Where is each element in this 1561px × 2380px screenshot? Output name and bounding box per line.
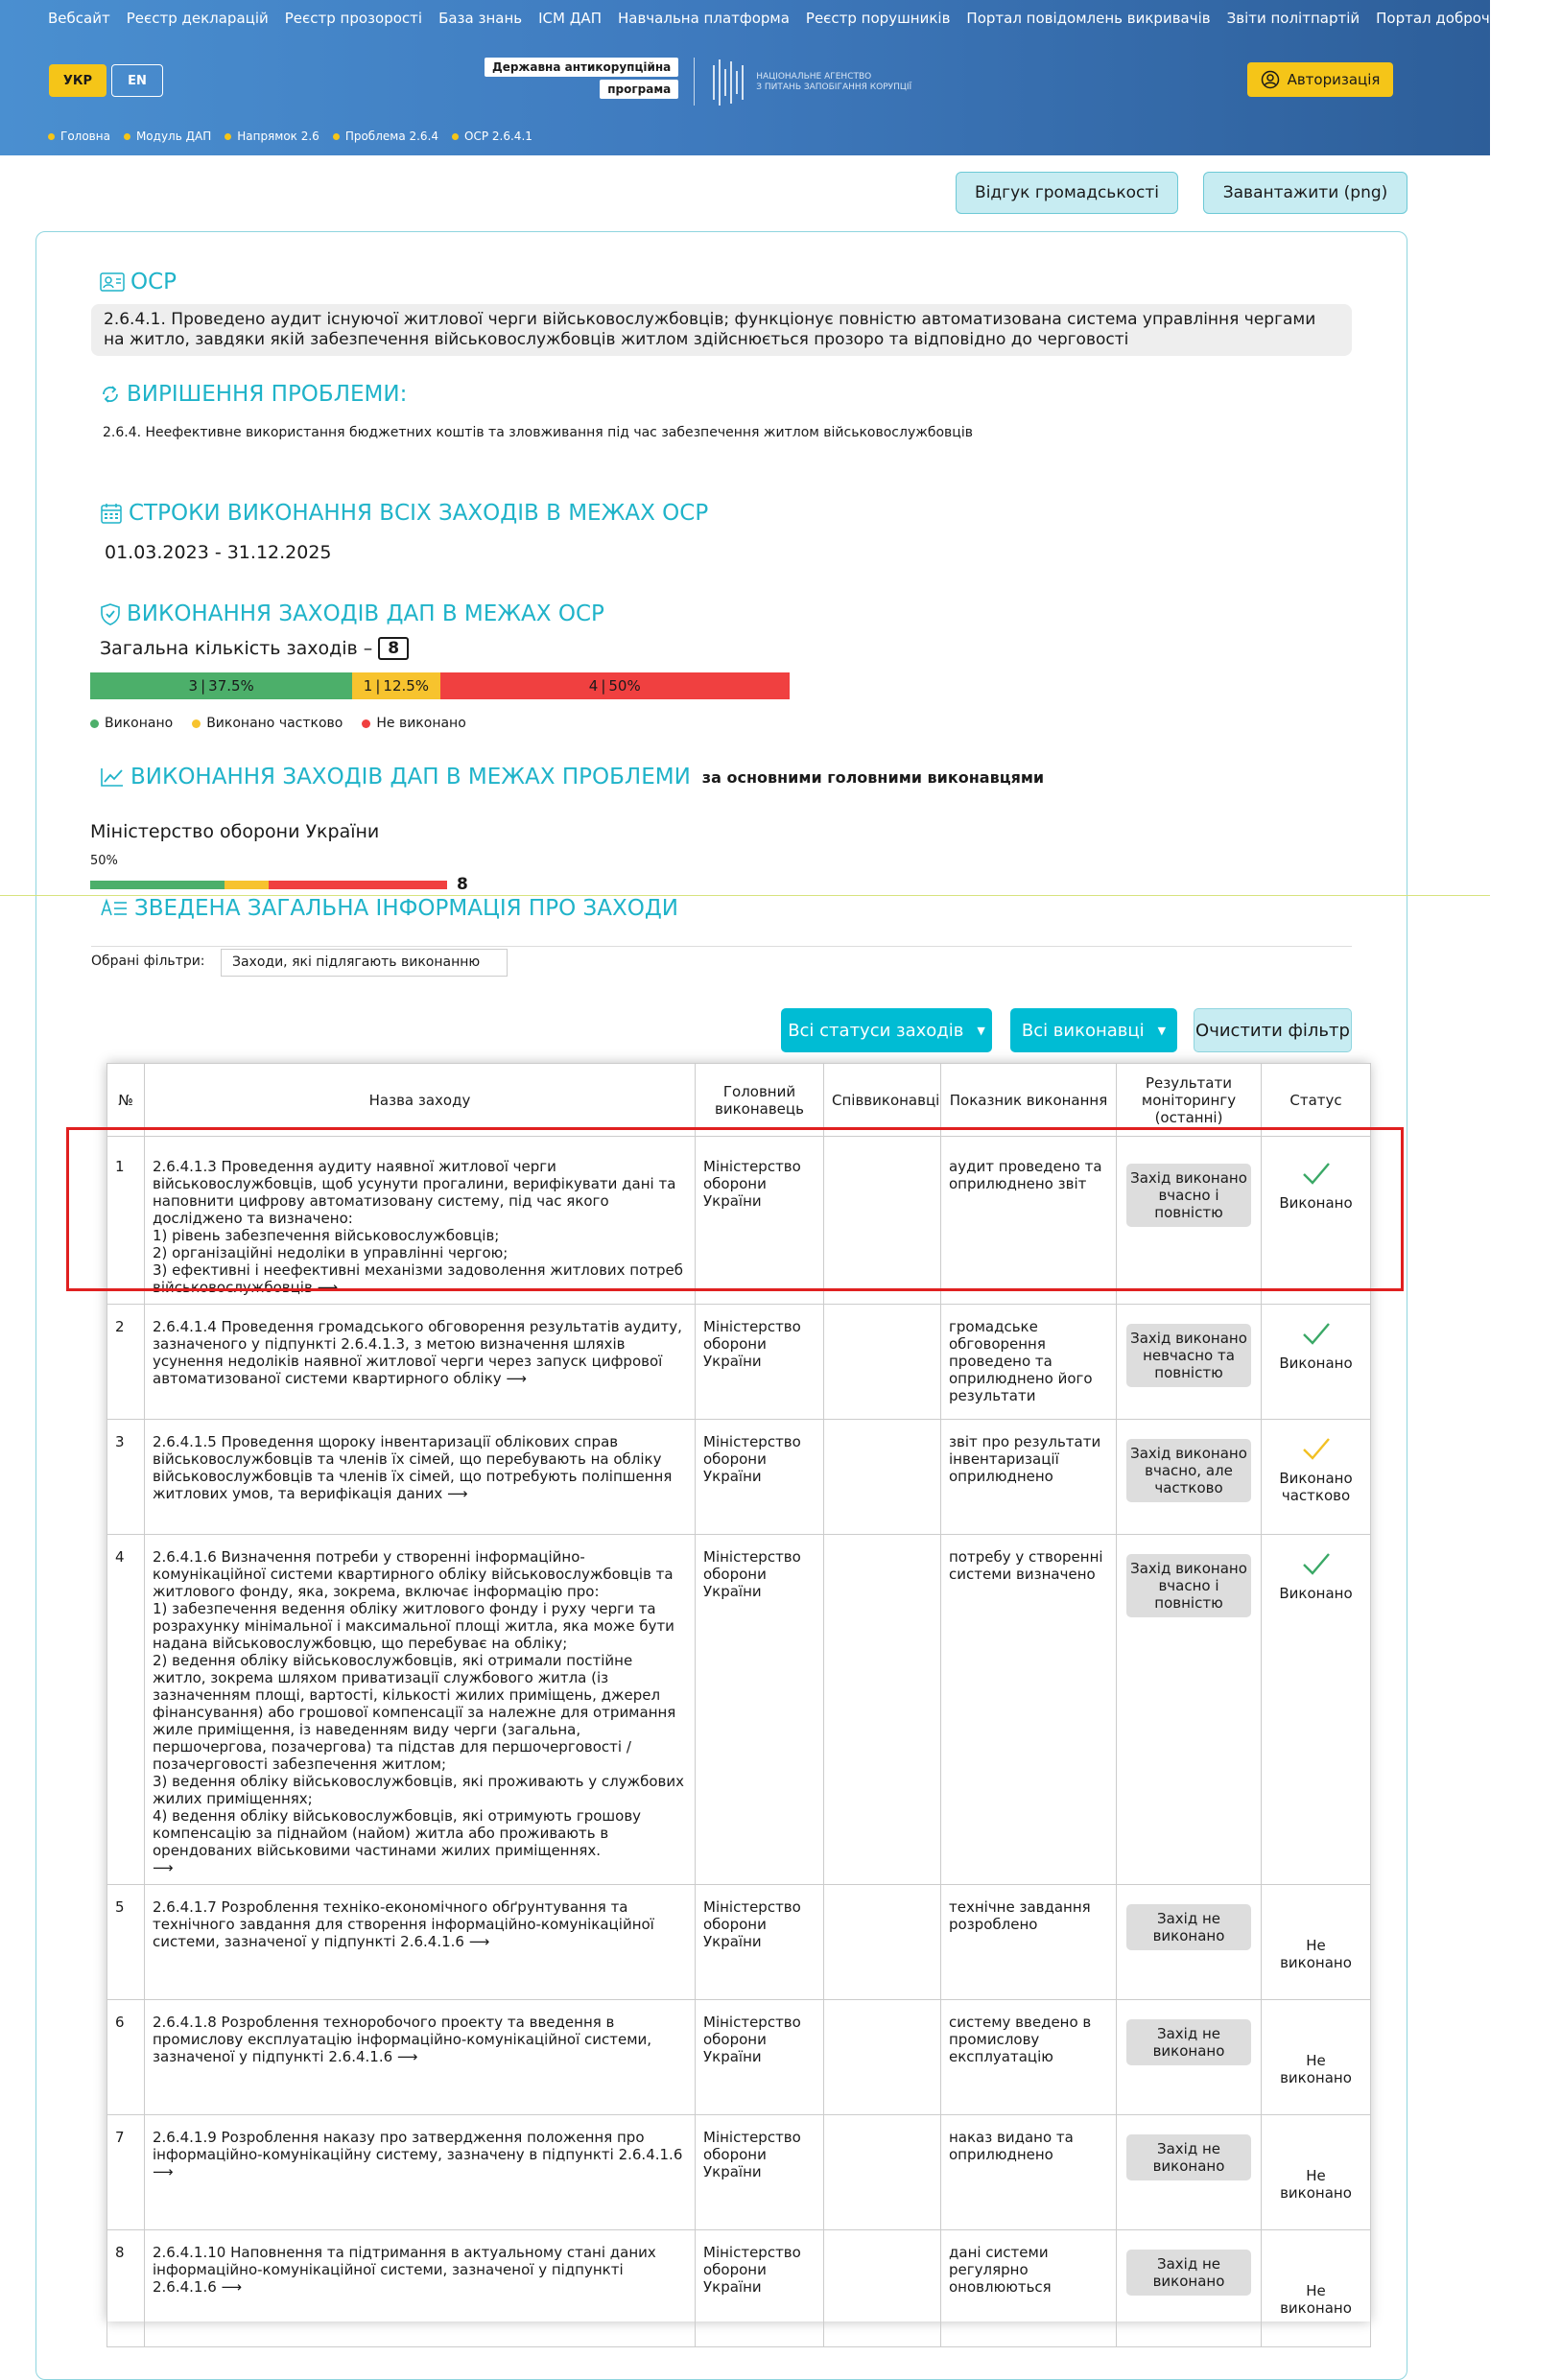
status-label: Виконано частково <box>1279 1470 1353 1504</box>
executor-filter-dropdown[interactable] <box>1010 1008 1177 1052</box>
status-spacer <box>1269 2244 1362 2282</box>
site-header <box>0 0 1546 155</box>
status-cell <box>1262 2115 1371 2230</box>
executor-cell: Міністерство оборони України <box>696 2230 824 2347</box>
table-row <box>107 1885 1371 2000</box>
status-filter-dropdown[interactable] <box>781 1008 992 1052</box>
status-label: Не виконано <box>1280 2052 1352 2086</box>
bullet-icon <box>452 133 459 140</box>
monitoring-result-button[interactable]: Захід не виконано <box>1126 2250 1251 2296</box>
executor-name: Міністерство оборони України <box>90 821 380 842</box>
legend-item <box>192 716 343 731</box>
executor-cell: Міністерство оборони України <box>696 1420 824 1535</box>
refresh-icon <box>100 384 121 405</box>
measure-name-link[interactable]: 2.6.4.1.7 Розроблення техніко-економічного обґрунтування та технічного завдання для створення інформаційно-комунікаційної системи, зазначеної у підпункті 2.6.4.1.6 ⟶ <box>145 1885 696 2000</box>
table-row <box>107 1305 1371 1420</box>
legend-item <box>362 716 465 731</box>
indicator-cell: аудит проведено та оприлюднено звіт <box>941 1137 1117 1305</box>
shield-check-icon <box>100 602 121 625</box>
row-number-cell: 5 <box>107 1885 145 2000</box>
check-yellow-icon <box>1300 1435 1333 1464</box>
status-cell <box>1262 2230 1371 2347</box>
monitoring-result-button[interactable]: Захід не виконано <box>1126 2134 1251 2180</box>
status-cell <box>1262 1420 1371 1535</box>
problem-description: 2.6.4. Неефективне використання бюджетних коштів та зловживання під час забезпечення житлом військовослужбовців <box>103 425 973 440</box>
co-executors-cell <box>824 1885 941 2000</box>
segment-percent: 50% <box>608 677 641 695</box>
breadcrumb-item[interactable] <box>333 130 438 143</box>
total-measures-value: 8 <box>378 637 409 660</box>
user-icon <box>1261 70 1280 89</box>
filters-label: Обрані фільтри: <box>91 954 205 969</box>
table-row <box>107 1420 1371 1535</box>
check-green-icon <box>1300 1320 1333 1349</box>
problem-exec-subtitle: за основними головними виконавцями <box>701 767 1045 787</box>
nav-link-2[interactable]: Реєстр декларацій <box>126 10 269 27</box>
monitoring-result-cell <box>1117 2230 1262 2347</box>
row-number-cell: 8 <box>107 2230 145 2347</box>
lang-en-button[interactable]: EN <box>111 64 163 97</box>
terms-dates: 01.03.2023 - 31.12.2025 <box>105 542 332 563</box>
monitoring-result-cell <box>1117 1535 1262 1885</box>
caret-down-icon: ▼ <box>1157 1024 1167 1037</box>
indicator-cell: потребу у створенні системи визначено <box>941 1535 1117 1885</box>
caret-down-icon: ▼ <box>977 1024 985 1037</box>
co-executors-cell <box>824 2230 941 2347</box>
executor-cell: Міністерство оборони України <box>696 2000 824 2115</box>
indicator-cell: звіт про результати інвентаризації оприлюднено <box>941 1420 1117 1535</box>
brand-line-1: Державна антикорупційна <box>485 58 678 77</box>
measure-name-link[interactable]: 2.6.4.1.4 Проведення громадського обговорення результатів аудиту, зазначеного у підпункті 2.6.4.1.3, з метою визначення шляхів усунення недоліків наявної житлової черги через запуск цифрової автоматизованої системи квартирного обліку ⟶ <box>145 1305 696 1420</box>
indicator-cell: громадське обговорення проведено та оприлюднено його результати <box>941 1305 1117 1420</box>
auth-button[interactable] <box>1247 62 1393 97</box>
measure-name-link[interactable]: 2.6.4.1.8 Розроблення техноробочого проекту та введення в промислову експлуатацію інформаційно-комунікаційної системи, зазначеної у підпункті 2.6.4.1.6 ⟶ <box>145 2000 696 2115</box>
status-label: Не виконано <box>1280 2282 1352 2317</box>
status-label: Виконано <box>1279 1585 1353 1602</box>
executor-percentage: 50% <box>90 854 118 868</box>
execution-title-text: ВИКОНАННЯ ЗАХОДІВ ДАП В МЕЖАХ ОСР <box>127 601 604 626</box>
co-executors-cell <box>824 1420 941 1535</box>
breadcrumb-item[interactable] <box>225 130 319 143</box>
top-navigation <box>48 10 1561 27</box>
bullet-icon <box>225 133 231 140</box>
executor-bar-segment <box>225 881 270 889</box>
terms-title-text: СТРОКИ ВИКОНАННЯ ВСІХ ЗАХОДІВ В МЕЖАХ ОСР <box>129 501 709 526</box>
nav-link-5[interactable]: ІСМ ДАП <box>538 10 602 27</box>
agency-logo-icon <box>710 58 748 107</box>
agency-name-line-2: З ПИТАНЬ ЗАПОБІГАННЯ КОРУПЦІЇ <box>756 82 912 92</box>
monitoring-result-button[interactable]: Захід не виконано <box>1126 1904 1251 1950</box>
bullet-icon <box>333 133 340 140</box>
legend-item <box>90 716 173 731</box>
problem-exec-title <box>100 765 1044 789</box>
measure-name-link[interactable]: 2.6.4.1.10 Наповнення та підтримання в актуальному стані даних інформаційно-комунікаційної системи, зазначеної у підпункті 2.6.4.1.6 ⟶ <box>145 2230 696 2347</box>
progress-segment <box>90 672 352 699</box>
monitoring-result-cell <box>1117 1885 1262 2000</box>
legend-label: Виконано <box>105 716 174 731</box>
problem-title-text: ВИРІШЕННЯ ПРОБЛЕМИ: <box>127 382 408 407</box>
agency-name-line-1: НАЦІОНАЛЬНЕ АГЕНСТВО <box>756 72 872 82</box>
segment-percent: 12.5% <box>383 677 430 695</box>
executor-bar-segment <box>269 881 447 889</box>
segment-count: 3 <box>188 677 199 695</box>
measure-name-link[interactable]: 2.6.4.1.3 Проведення аудиту наявної житлової черги військовослужбовців, щоб усунути прогалини, верифікувати дані та наповнити цифрову автоматизовану систему, під час якого досліджено та визначено: 1) рівень забезпечення військовослужбовців; 2) організаційні недоліки в управлінні чергою; 3) ефективні і неефективні механізми задоволення житлових потреб військовослужбовців ⟶ <box>145 1137 696 1305</box>
nav-link-6[interactable]: Навчальна платформа <box>617 10 790 27</box>
execution-progress-bar <box>90 672 790 699</box>
monitoring-result-cell <box>1117 2000 1262 2115</box>
bullet-icon <box>124 133 130 140</box>
id-card-icon <box>100 271 125 293</box>
table-header-cell: Співвиконавці <box>824 1064 941 1137</box>
osr-title <box>100 270 177 295</box>
breadcrumb-item[interactable] <box>124 130 211 143</box>
executor-cell: Міністерство оборони України <box>696 2115 824 2230</box>
table-row <box>107 1535 1371 1885</box>
monitoring-result-button[interactable]: Захід виконано вчасно і повністю <box>1126 1164 1251 1227</box>
status-cell <box>1262 1535 1371 1885</box>
progress-segment <box>352 672 439 699</box>
status-filter-label: Всі статуси заходів <box>788 1020 964 1041</box>
row-number-cell: 6 <box>107 2000 145 2115</box>
nav-link-1[interactable]: Вебсайт <box>48 10 110 27</box>
calendar-icon <box>100 502 123 525</box>
indicator-cell: наказ видано та оприлюднено <box>941 2115 1117 2230</box>
breadcrumb-label: Напрямок 2.6 <box>237 130 319 143</box>
executor-cell: Міністерство оборони України <box>696 1305 824 1420</box>
breadcrumb-label: Головна <box>60 130 110 143</box>
segment-count: 1 <box>363 677 373 695</box>
nav-link-4[interactable]: База знань <box>438 10 523 27</box>
feedback-button[interactable]: Відгук громадськості <box>956 172 1178 214</box>
row-number-cell: 4 <box>107 1535 145 1885</box>
measure-name-link[interactable]: 2.6.4.1.9 Розроблення наказу про затвердження положення про інформаційно-комунікаційну систему, зазначену в підпункті 2.6.4.1.6 ⟶ <box>145 2115 696 2230</box>
agency-logo <box>710 58 911 107</box>
status-label: Виконано <box>1279 1194 1353 1212</box>
row-number-cell: 2 <box>107 1305 145 1420</box>
monitoring-result-cell <box>1117 2115 1262 2230</box>
executor-cell: Міністерство оборони України <box>696 1885 824 2000</box>
download-png-button[interactable]: Завантажити (png) <box>1203 172 1407 214</box>
execution-legend <box>90 716 466 731</box>
segment-separator: | <box>601 677 606 695</box>
executor-cell: Міністерство оборони України <box>696 1535 824 1885</box>
table-header-cell: № <box>107 1064 145 1137</box>
brand-block[interactable] <box>485 58 911 107</box>
row-number-cell: 1 <box>107 1137 145 1305</box>
table-header-cell: Статус <box>1262 1064 1371 1137</box>
table-body <box>107 1137 1371 2347</box>
indicator-cell: дані системи регулярно оновлюються <box>941 2230 1117 2347</box>
indicator-cell: систему введено в промислову експлуатацію <box>941 2000 1117 2115</box>
summary-title-text: ЗВЕДЕНА ЗАГАЛЬНА ІНФОРМАЦІЯ ПРО ЗАХОДИ <box>134 896 679 921</box>
co-executors-cell <box>824 1535 941 1885</box>
segment-count: 4 <box>588 677 599 695</box>
table-header-row <box>107 1064 1371 1137</box>
monitoring-result-button[interactable]: Захід не виконано <box>1126 2019 1251 2065</box>
table-header-cell: Назва заходу <box>145 1064 696 1137</box>
problem-title <box>100 382 407 407</box>
row-number-cell: 7 <box>107 2115 145 2230</box>
executor-filter-label: Всі виконавці <box>1021 1020 1145 1041</box>
status-label: Виконано <box>1279 1355 1353 1372</box>
monitoring-result-button[interactable]: Захід виконано невчасно та повністю <box>1126 1324 1251 1387</box>
breadcrumb <box>48 130 532 143</box>
check-green-icon <box>1300 1550 1333 1579</box>
table-header-cell: Показник виконання <box>941 1064 1117 1137</box>
brand-divider <box>694 58 695 106</box>
breadcrumb-label: ОСР 2.6.4.1 <box>464 130 532 143</box>
status-label: Не виконано <box>1280 2167 1352 2202</box>
line-chart-icon <box>100 766 125 788</box>
list-icon <box>100 898 129 919</box>
summary-title <box>100 896 678 921</box>
osr-title-text: ОСР <box>130 270 177 295</box>
executor-bar-segment <box>90 881 225 889</box>
executor-cell: Міністерство оборони України <box>696 1137 824 1305</box>
monitoring-result-cell <box>1117 1305 1262 1420</box>
nav-link-8[interactable]: Портал повідомлень викривачів <box>966 10 1211 27</box>
table-row <box>107 2115 1371 2230</box>
clear-filter-button[interactable]: Очистити фільтр <box>1194 1008 1352 1052</box>
measure-name-link[interactable]: 2.6.4.1.6 Визначення потреби у створенні інформаційно-комунікаційної системи квартирного обліку військовослужбовців та житлового фонду, яка, зокрема, включає інформацію про: 1) забезпечення ведення обліку житлового фонду і руху черги та розрахунку мінімальної і максимальної площі житла, яка може бути надана військовослужбовцю, що перебуває на обліку; 2) ведення обліку військовослужбовців, які отримали постійне житло, зокрема шляхом приватизації службового житла (із зазначенням площі, вартості, кількості жилих приміщень, джерел фінансування) або грошової компенсації за належне для отримання жиле приміщення, із наведенням виду черги (загальна, першочергова, позачергова) та підстав для першочерговості / позачерговості забезпечення житлом; 3) ведення обліку військовослужбовців, які проживають у службових жилих приміщеннях; 4) ведення обліку військовослужбовців, які отримують грошову компенсацію за піднайом (найом) житла або проживають в орендованих військовими частинами жилих приміщеннях. ⟶ <box>145 1535 696 1885</box>
monitoring-result-button[interactable]: Захід виконано вчасно і повністю <box>1126 1554 1251 1617</box>
legend-dot-icon <box>192 719 201 728</box>
bullet-icon <box>48 133 55 140</box>
brand-line-2: програма <box>600 80 678 99</box>
monitoring-result-cell <box>1117 1420 1262 1535</box>
breadcrumb-label: Проблема 2.6.4 <box>344 130 439 143</box>
terms-title <box>100 501 708 526</box>
executor-progress-bar <box>90 881 447 889</box>
breadcrumb-item[interactable] <box>452 130 532 143</box>
status-spacer <box>1269 2129 1362 2167</box>
monitoring-result-button[interactable]: Захід виконано вчасно, але частково <box>1126 1439 1251 1502</box>
table-header-cell: Головний виконавець <box>696 1064 824 1137</box>
execution-title <box>100 601 604 626</box>
table-row <box>107 2230 1371 2347</box>
legend-dot-icon <box>90 719 99 728</box>
status-spacer <box>1269 1898 1362 1937</box>
status-cell <box>1262 2000 1371 2115</box>
co-executors-cell <box>824 2000 941 2115</box>
nav-link-3[interactable]: Реєстр прозорості <box>284 10 423 27</box>
executor-count: 8 <box>457 875 468 894</box>
nav-link-9[interactable]: Звіти політпартій <box>1226 10 1360 27</box>
legend-label: Не виконано <box>376 716 466 731</box>
highlight-frame <box>66 1127 1404 1291</box>
breadcrumb-label: Модуль ДАП <box>135 130 212 143</box>
co-executors-cell <box>824 1305 941 1420</box>
total-measures <box>100 637 409 660</box>
indicator-cell: технічне завдання розроблено <box>941 1885 1117 2000</box>
table-header-cell: Результати моніторингу (останні) <box>1117 1064 1262 1137</box>
status-cell <box>1262 1885 1371 2000</box>
co-executors-cell <box>824 2115 941 2230</box>
segment-separator: | <box>201 677 206 695</box>
lang-ua-button[interactable]: УКР <box>49 64 106 97</box>
status-cell <box>1262 1305 1371 1420</box>
problem-exec-title-text: ВИКОНАННЯ ЗАХОДІВ ДАП В МЕЖАХ ПРОБЛЕМИ <box>130 765 691 789</box>
osr-description: 2.6.4.1. Проведено аудит існуючої житлової черги військовослужбовців; функціонує повністю автоматизована система управління чергами на житло, завдяки якій забезпечення військовослужбовців житлом здійснюється прозоро та відповідно до черговості <box>91 304 1352 356</box>
nav-link-7[interactable]: Реєстр порушників <box>805 10 951 27</box>
status-label: Не виконано <box>1280 1937 1352 1971</box>
segment-percent: 37.5% <box>208 677 254 695</box>
segment-separator: | <box>375 677 381 695</box>
filters-value: Заходи, які підлягають виконанню <box>221 949 508 977</box>
total-measures-label: Загальна кількість заходів – <box>100 638 373 659</box>
progress-segment <box>440 672 791 699</box>
auth-label: Авторизація <box>1287 71 1381 88</box>
table-row <box>107 2000 1371 2115</box>
status-spacer <box>1269 2014 1362 2052</box>
filter-separator <box>91 946 1352 947</box>
breadcrumb-item[interactable] <box>48 130 110 143</box>
measure-name-link[interactable]: 2.6.4.1.5 Проведення щороку інвентаризації облікових справ військовослужбовців та членів їх сімей, що перебувають на обліку військовослужбовців та членів їх сімей, що потребують поліпшення житлових умов, та верифікація даних ⟶ <box>145 1420 696 1535</box>
row-number-cell: 3 <box>107 1420 145 1535</box>
nav-link-10[interactable]: Портал доброчесності <box>1376 10 1546 27</box>
legend-dot-icon <box>362 719 370 728</box>
legend-label: Виконано частково <box>206 716 343 731</box>
